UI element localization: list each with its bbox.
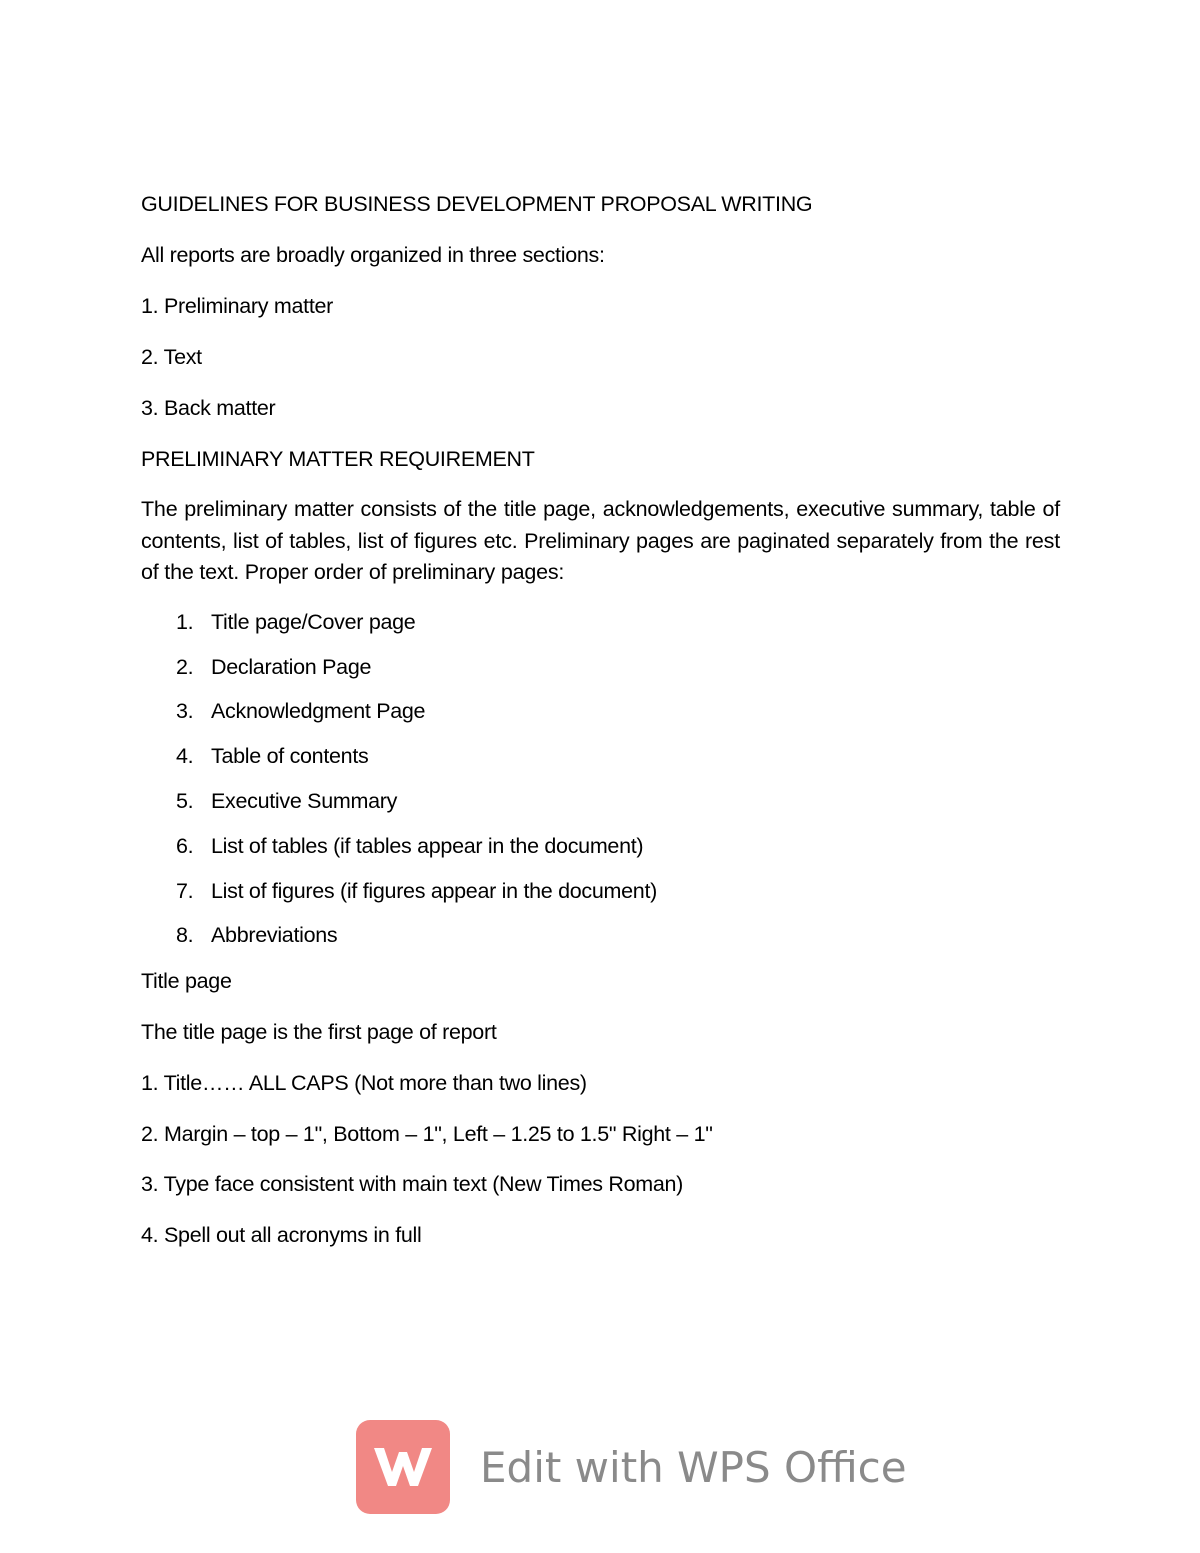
section-item: 2. Text [141,345,202,369]
document-title: GUIDELINES FOR BUSINESS DEVELOPMENT PROPOSAL WRITING [141,192,813,216]
list-text: Table of contents [211,744,369,768]
preliminary-paragraph: The preliminary matter consists of the title page, acknowledgements, executive summary, table of contents, list of tables, list of figures etc. Preliminary pages are paginated separately from the rest of the text. Proper order of preliminary pages: [141,497,1060,584]
list-item [176,876,657,907]
list-text: List of figures (if figures appear in the document) [211,879,657,903]
list-number: 6. [176,834,194,858]
section-item: 3. Back matter [141,396,276,420]
list-number: 2. [176,655,194,679]
title-page-rule: 1. Title…… ALL CAPS (Not more than two lines) [141,1071,587,1095]
wps-logo-icon [356,1420,450,1514]
title-page-rule: 3. Type face consistent with main text (New Times Roman) [141,1172,684,1196]
list-item [176,786,397,817]
list-number: 4. [176,744,194,768]
list-item [176,831,643,862]
wps-watermark[interactable] [356,1420,907,1514]
list-number: 3. [176,699,194,723]
list-item [176,741,368,772]
list-text: Abbreviations [211,923,338,947]
list-number: 5. [176,789,194,813]
title-page-intro: The title page is the first page of report [141,1020,497,1044]
title-page-rule: 2. Margin – top – 1", Bottom – 1", Left – 1.25 to 1.5" Right – 1" [141,1122,713,1146]
list-item [176,920,337,951]
section-item: 1. Preliminary matter [141,294,334,318]
list-item [176,607,415,638]
list-number: 8. [176,923,194,947]
wps-watermark-text: Edit with WPS Office [480,1442,907,1492]
title-page-rule: 4. Spell out all acronyms in full [141,1223,422,1247]
list-text: Declaration Page [211,655,372,679]
list-text: Title page/Cover page [211,610,416,634]
list-number: 1. [176,610,194,634]
list-text: List of tables (if tables appear in the document) [211,834,644,858]
list-number: 7. [176,879,194,903]
list-text: Acknowledgment Page [211,699,426,723]
list-item [176,696,425,727]
intro-text: All reports are broadly organized in three sections: [141,243,605,267]
list-text: Executive Summary [211,789,398,813]
title-page-heading: Title page [141,969,232,993]
wps-w-glyph-icon [370,1442,436,1492]
preliminary-heading: PRELIMINARY MATTER REQUIREMENT [141,447,535,471]
list-item [176,652,371,683]
